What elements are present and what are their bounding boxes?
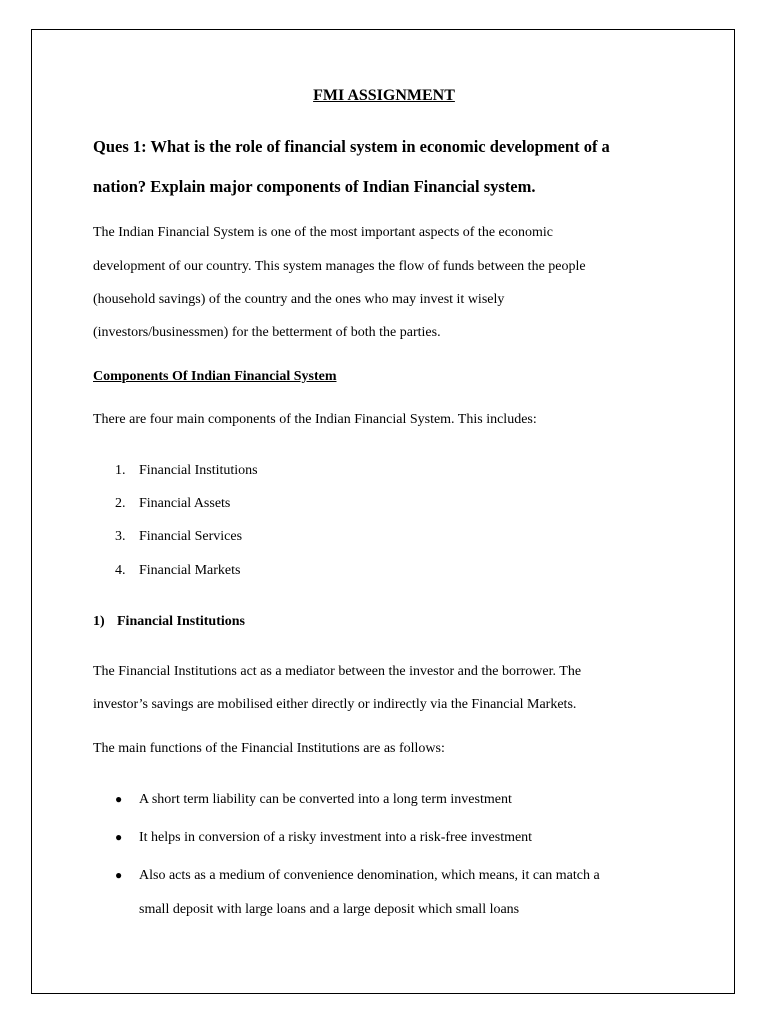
functions-intro: The main functions of the Financial Institutions are as follows: [93,741,445,756]
question-line-2: nation? Explain major components of Indian Financial system. [93,177,536,196]
list-item [115,529,242,545]
bullet-icon: ● [115,792,123,806]
list-item-text: Financial Assets [139,496,231,511]
bullet-text: Also acts as a medium of convenience denomination, which means, it can match a [139,868,600,883]
bullet-icon: ● [115,830,123,844]
list-item-text: Financial Services [139,529,243,544]
list-item [115,563,240,579]
list-item-text: Financial Markets [139,563,241,578]
bullet-text: It helps in conversion of a risky investment into a risk-free investment [139,830,533,845]
components-intro: There are four main components of the Indian Financial System. This includes: [93,412,537,427]
section-1-para-line-1: The Financial Institutions act as a mediator between the investor and the borrower. The [93,664,582,679]
components-heading: Components Of Indian Financial System [93,369,337,384]
list-number: 4. [115,563,126,578]
section-1-para-line-2: investor’s savings are mobilised either directly or indirectly via the Financial Markets. [93,697,577,712]
intro-line-4: (investors/businessmen) for the betterment of both the parties. [93,325,441,340]
question-line-1: Ques 1: What is the role of financial system in economic development of a [93,137,610,156]
list-number: 1. [115,463,126,478]
list-item [115,463,258,479]
bullet-text: A short term liability can be converted into a long term investment [139,792,512,807]
intro-line-2: development of our country. This system manages the flow of funds between the people [93,259,586,274]
intro-line-1: The Indian Financial System is one of the most important aspects of the economic [93,225,553,240]
intro-line-3: (household savings) of the country and the ones who may invest it wisely [93,292,505,307]
section-1-heading [93,614,245,630]
section-title: Financial Institutions [117,614,245,629]
section-number: 1) [93,614,105,629]
list-number: 3. [115,529,126,544]
bullet-item [115,792,512,808]
bullet-item [115,830,532,846]
list-item [115,496,230,512]
list-item-text: Financial Institutions [139,463,258,478]
document-title: FMI ASSIGNMENT [313,87,455,104]
bullet-icon: ● [115,868,123,882]
bullet-continuation: small deposit with large loans and a large deposit which small loans [139,902,520,917]
list-number: 2. [115,496,126,511]
bullet-item [115,868,600,884]
